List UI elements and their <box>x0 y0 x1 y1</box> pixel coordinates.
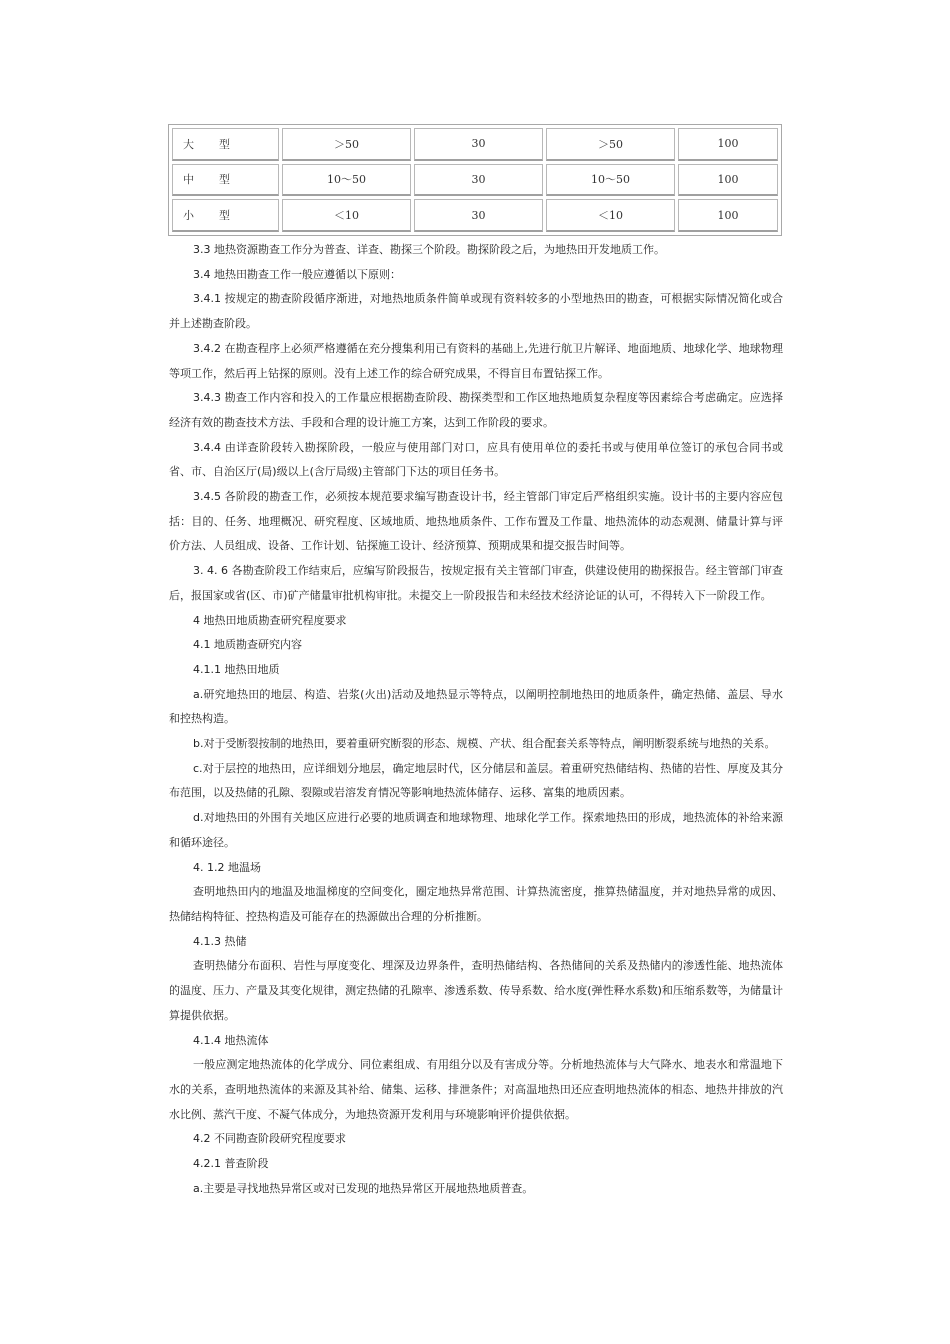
type-char: 型 <box>219 173 230 187</box>
paragraph-4-1-2: 查明地热田内的地温及地温梯度的空间变化，圈定地热异常范围、计算热流密度，推算热储温度，并对地热异常的成因、热储结构特征、控热构造及可能存在的热源做出合理的分析推断。 <box>169 885 783 923</box>
table-row <box>172 164 778 197</box>
section-heading-4-1-3: 4.1.3 热储 <box>193 934 247 948</box>
table-body <box>169 125 781 235</box>
table-cell: 100 <box>678 199 778 232</box>
paragraph-3-4-1: 3.4.1 按规定的勘查阶段循序渐进，对地热地质条件简单或现有资料较多的小型地热田的勘查，可根据实际情况简化或合并上述勘查阶段。 <box>169 292 783 331</box>
type-char: 型 <box>219 209 230 223</box>
list-item-a-survey: a.主要是寻找地热异常区或对已发现的地热异常区开展地热地质普查。 <box>193 1181 534 1195</box>
table-cell: 30 <box>414 128 543 161</box>
section-heading-4-1-1: 4.1.1 地热田地质 <box>193 662 280 676</box>
type-char: 大 <box>183 137 194 151</box>
paragraph-3-4-5: 3.4.5 各阶段的勘查工作，必须按本规范要求编写勘查设计书，经主管部门审定后严格组织实施。设计书的主要内容应包括：目的、任务、地理概况、研究程度、区域地质、地热地质条件、工作布置及工作量、地热流体的动态观测、储量计算与评价方法、人员组成、设备、工作计划、钻探施工设计、经济预算、预期成果和提交报告时间等。 <box>169 490 783 553</box>
paragraph-3-4-6: 3. 4. 6 各勘查阶段工作结束后，应编写阶段报告，按规定报有关主管部门审查，供建设使用的勘探报告。经主管部门审查后，报国家或省(区、市)矿产储量审批机构审批。未提交上一阶段报告和未经技术经济论证的认可，不得转入下一阶段工作。 <box>169 564 783 602</box>
list-item-b: b.对于受断裂按制的地热田，要着重研究断裂的形态、规模、产状、组合配套关系等特点，阐明断裂系统与地热的关系。 <box>193 737 776 751</box>
section-heading-4-1: 4.1 地质勘查研究内容 <box>193 638 302 652</box>
paragraph-3-4: 3.4 地热田勘查工作一般应遵循以下原则： <box>193 267 401 281</box>
paragraph-3-3: 3.3 地热资源勘查工作分为普查、详查、勘探三个阶段。勘探阶段之后，为地热田开发地质工作。 <box>193 243 665 256</box>
paragraph-4-1-3: 查明热储分布面积、岩性与厚度变化、埋深及边界条件，查明热储结构、各热储间的关系及热储内的渗透性能、地热流体的温度、压力、产量及其变化规律，测定热储的孔隙率、渗透系数、传导系数、给水度(弹性释水系数)和压缩系数等，为储量计算提供依据。 <box>169 959 783 1022</box>
table-cell: 100 <box>678 164 778 197</box>
paragraph-3-4-2: 3.4.2 在勘查程序上必须严格遵循在充分搜集利用已有资料的基础上,先进行航卫片解译、地面地质、地球化学、地球物理等项工作，然后再上钻探的原则。没有上述工作的综合研究成果，不得盲目布置钻探工作。 <box>169 341 783 380</box>
table-row <box>172 128 778 161</box>
section-heading-4-2-1: 4.2.1 普查阶段 <box>193 1157 269 1171</box>
paragraph-3-4-4: 3.4.4 由详查阶段转入勘探阶段，一般应与使用部门对口，应具有使用单位的委托书或与使用单位签订的承包合同书或省、市、自治区厅(局)级以上(含厅局级)主管部门下达的项目任务书。 <box>169 440 783 479</box>
table-cell: ＜10 <box>282 199 411 232</box>
table-cell: 10～50 <box>546 164 675 197</box>
type-char: 中 <box>183 173 194 187</box>
list-item-a: a.研究地热田的地层、构造、岩浆(火出)活动及地热显示等特点，以阐明控制地热田的地质条件，确定热储、盖层、导水和控热构造。 <box>169 687 783 726</box>
table-cell: ＞50 <box>546 128 675 161</box>
table-cell-type <box>172 164 279 197</box>
paragraph-3-4-3: 3.4.3 勘查工作内容和投入的工作量应根据勘查阶段、勘探类型和工作区地热地质复杂程度等因素综合考虑确定。应选择经济有效的勘查技术方法、手段和合理的设计施工方案，达到工作阶段的要求。 <box>169 391 783 429</box>
type-char: 型 <box>219 137 230 151</box>
table-row <box>172 199 778 232</box>
table-cell: 100 <box>678 128 778 161</box>
table-cell: 10～50 <box>282 164 411 197</box>
table-cell-type <box>172 199 279 232</box>
table-cell-type <box>172 128 279 161</box>
list-item-d: d.对地热田的外围有关地区应进行必要的地质调查和地球物理、地球化学工作。探索地热田的形成，地热流体的补给来源和循环途径。 <box>169 811 783 849</box>
type-char: 小 <box>183 209 194 223</box>
table-cell: 30 <box>414 164 543 197</box>
table-cell: 30 <box>414 199 543 232</box>
paragraph-4-1-4: 一般应测定地热流体的化学成分、同位素组成、有用组分以及有害成分等。分析地热流体与大气降水、地表水和常温地下水的关系，查明地热流体的来源及其补给、储集、运移、排泄条件；对高温地热田还应查明地热流体的相态、地热井排放的汽水比例、蒸汽干度、不凝气体成分，为地热资源开发利用与环境影响评价提供依据。 <box>169 1058 783 1121</box>
section-heading-4-2: 4.2 不同勘查阶段研究程度要求 <box>193 1132 346 1146</box>
table-cell: ＞50 <box>282 128 411 161</box>
document-body <box>169 238 783 1201</box>
scale-classification-table <box>168 124 782 236</box>
section-heading-4-1-4: 4.1.4 地热流体 <box>193 1033 269 1047</box>
section-heading-4: 4 地热田地质勘查研究程度要求 <box>193 613 347 627</box>
section-heading-4-1-2: 4. 1.2 地温场 <box>193 860 261 874</box>
list-item-c: c.对于层控的地热田，应详细划分地层，确定地层时代，区分储层和盖层。着重研究热储结构、热储的岩性、厚度及其分布范围，以及热储的孔隙、裂隙或岩溶发育情况等影响地热流体储存、运移、富集的地质因素。 <box>169 761 783 800</box>
table-cell: ＜10 <box>546 199 675 232</box>
